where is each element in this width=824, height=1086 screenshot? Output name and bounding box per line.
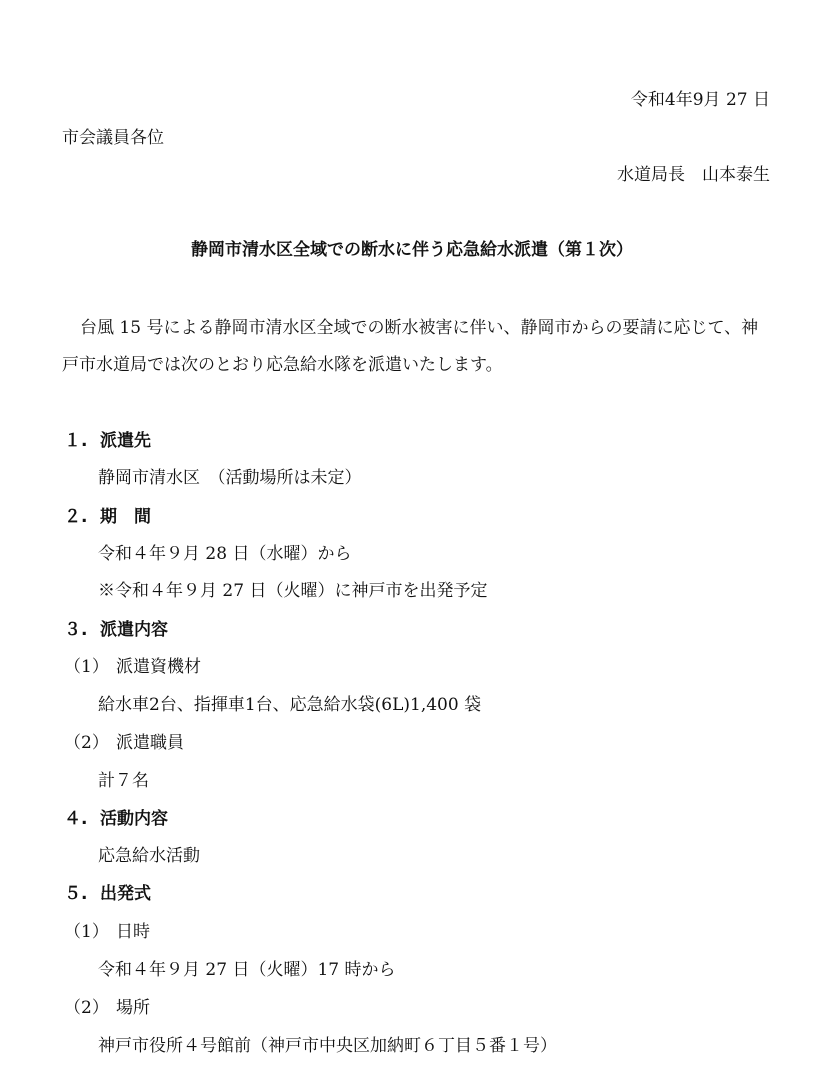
document-date: 令和4年9月 27 日 (630, 90, 770, 110)
section-5-sub-1-number: （1） (64, 922, 109, 942)
section-3-sub-1-number: （1） (64, 657, 109, 677)
section-1-number: １. (64, 431, 88, 451)
section-5-label: 出発式 (100, 884, 151, 904)
section-4-number: ４. (64, 809, 88, 829)
section-1-body: 静岡市清水区 （活動場所は未定） (98, 468, 362, 488)
section-2-label: 期 間 (100, 507, 151, 527)
section-5-sub-2-heading (64, 996, 150, 1020)
section-2-number: ２. (64, 507, 88, 527)
document-title: 静岡市清水区全域での断水に伴う応急給水派遣（第１次） (191, 240, 633, 260)
section-2-body-2: ※令和４年９月 27 日（火曜）に神戸市を出発予定 (98, 581, 488, 601)
section-5-sub-1-label: 日時 (116, 922, 150, 942)
section-3-sub-2-number: （2） (64, 733, 109, 753)
section-3-heading (64, 618, 168, 642)
section-3-number: ３. (64, 620, 88, 640)
section-3-sub-1-label: 派遣資機材 (116, 657, 201, 677)
section-5-sub-2-body: 神戸市役所４号館前（神戸市中央区加納町６丁目５番１号） (98, 1036, 557, 1056)
section-5-sub-2-label: 場所 (116, 998, 150, 1018)
section-1-label: 派遣先 (100, 431, 151, 451)
section-4-label: 活動内容 (100, 809, 168, 829)
section-4-heading (64, 807, 168, 831)
section-3-sub-2-heading (64, 731, 184, 755)
section-4-body: 応急給水活動 (98, 846, 200, 866)
section-5-sub-1-body: 令和４年９月 27 日（火曜）17 時から (98, 960, 396, 980)
section-5-sub-1-heading (64, 920, 150, 944)
section-3-sub-1-heading (64, 655, 201, 679)
section-1-heading (64, 429, 151, 453)
sender: 水道局長 山本泰生 (617, 165, 770, 185)
recipient: 市会議員各位 (62, 128, 164, 148)
section-2-body-1: 令和４年９月 28 日（水曜）から (98, 544, 352, 564)
section-5-number: ５. (64, 884, 88, 904)
section-2-heading (64, 505, 151, 529)
intro-line-2: 戸市水道局では次のとおり応急給水隊を派遣いたします。 (62, 355, 503, 375)
section-5-sub-2-number: （2） (64, 998, 109, 1018)
section-3-label: 派遣内容 (100, 620, 168, 640)
section-3-sub-2-label: 派遣職員 (116, 733, 184, 753)
section-3-sub-1-body: 給水車2台、指揮車1台、応急給水袋(6L)1,400 袋 (98, 695, 482, 715)
section-3-sub-2-body: 計７名 (98, 771, 149, 791)
intro-line-1: 台風 15 号による静岡市清水区全域での断水被害に伴い、静岡市からの要請に応じて、神 (80, 318, 759, 338)
section-5-heading (64, 882, 151, 906)
